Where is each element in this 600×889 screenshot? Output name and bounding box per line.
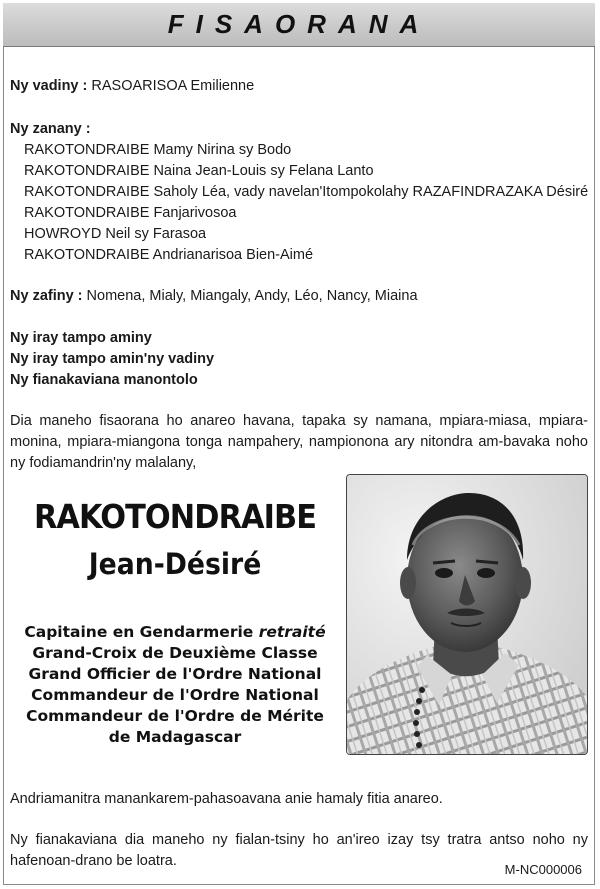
spouse-label: Ny vadiny :: [10, 78, 88, 94]
child-item: RAKOTONDRAIBE Saholy Léa, vady navelan'Itompokolahy RAZAFINDRAZAKA Désiré: [24, 184, 589, 200]
header-banner: [3, 3, 595, 47]
title-rank: Capitaine en Gendarmerie: [24, 623, 254, 641]
title-line: Commandeur de l'Ordre de Mérite: [26, 707, 324, 725]
title-line: Commandeur de l'Ordre National: [31, 686, 319, 704]
page-title: FISAORANA: [167, 9, 431, 39]
child-item: RAKOTONDRAIBE Naina Jean-Louis sy Felana Lanto: [24, 163, 374, 179]
blessing-line: Andriamanitra manankarem-pahasoavana anie hamaly fitia anareo.: [10, 791, 443, 807]
deceased-surname: RAKOTONDRAIBE: [33, 497, 317, 536]
portrait-illustration: [347, 475, 587, 754]
deceased-given-name: Jean-Désiré: [88, 547, 262, 581]
title-rank-suffix: retraité: [258, 623, 326, 641]
child-item: RAKOTONDRAIBE Andrianarisoa Bien-Aimé: [24, 247, 314, 263]
spouse-name: RASOARISOA Emilienne: [91, 78, 255, 94]
child-item: RAKOTONDRAIBE Mamy Nirina sy Bodo: [24, 142, 292, 158]
family-line: Ny fianakaviana manontolo: [10, 372, 198, 388]
grandchildren-label: Ny zafiny :: [10, 288, 83, 304]
family-line: Ny iray tampo aminy: [10, 330, 152, 346]
title-line: Grand Officier de l'Ordre National: [28, 665, 322, 683]
reference-code: M-NC000006: [504, 862, 582, 877]
thanks-paragraph: Dia maneho fisaorana ho anareo havana, tapaka sy namana, mpiara-miasa, mpiara-monina, mpiara-miangona tonga nampahery, nampionona ary nitondra am-bavaka noho ny fodiamandrin'ny malalany,: [10, 413, 588, 471]
title-line: de Madagascar: [108, 728, 242, 746]
portrait-photo: [346, 474, 588, 755]
children-label: Ny zanany :: [10, 121, 91, 137]
grandchildren-row: [10, 286, 418, 307]
child-item: RAKOTONDRAIBE Fanjarivosoa: [24, 205, 237, 221]
children-section: [10, 119, 588, 266]
apology-paragraph: Ny fianakaviana dia maneho ny fialan-tsiny ho an'ireo izay tsy tratra antso noho ny hafenoan-drano be loatra.: [10, 832, 588, 869]
child-item: HOWROYD Neil sy Farasoa: [24, 226, 207, 242]
grandchildren-names: Nomena, Mialy, Miangaly, Andy, Léo, Nancy, Miaina: [86, 288, 418, 304]
title-rank-line: [10, 622, 340, 643]
title-line: Grand-Croix de Deuxième Classe: [32, 644, 318, 662]
deceased-titles: [10, 622, 340, 748]
family-lines: [10, 328, 214, 391]
spouse-row: [10, 76, 254, 97]
family-line: Ny iray tampo amin'ny vadiny: [10, 351, 215, 367]
